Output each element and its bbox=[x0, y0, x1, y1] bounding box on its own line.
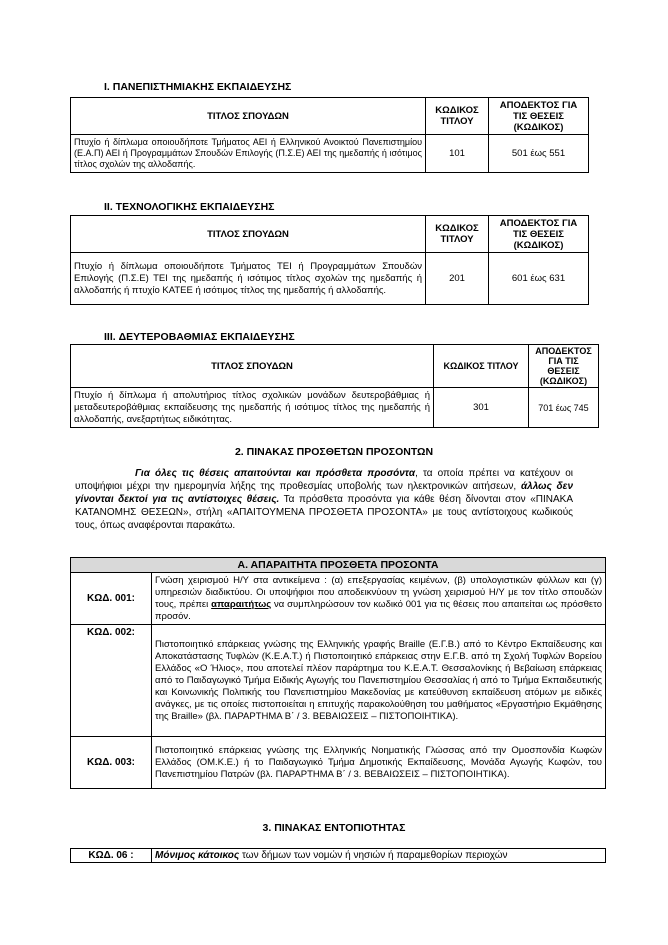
row-title: Πτυχίο ή δίπλωμα οποιουδήποτε Τμήματος ΑΕΙ ή Ελληνικού Ανοικτού Πανεπιστημίου (Ε.Α.Π) ΑΕΙ ή Προγραμμάτων Σπουδών Επιλογής (Π.Σ.Ε) ΑΕΙ της ημεδαπής ή ισότιμος τίτλος σχολών της αλλοδαπής. bbox=[71, 135, 426, 173]
text-001 bbox=[152, 573, 606, 625]
row-accept: 501 έως 551 bbox=[489, 135, 589, 173]
heading-secondary: III. ΔΕΥΤΕΡΟΒΑΘΜΙΑΣ ΕΚΠΑΙΔΕΥΣΗΣ bbox=[104, 331, 295, 343]
col-title: ΤΙΤΛΟΣ ΣΠΟΥΔΩΝ bbox=[71, 216, 426, 253]
extra-text-2: Τα πρόσθετα προσόντα για κάθε θέση δίνονται στον «ΠΙΝΑΚΑ ΚΑΤΑΝΟΜΗΣ ΘΕΣΕΩΝ», στήλη «ΑΠΑΙΤΟΥΜΕΝΑ ΠΡΟΣΘΕΤΑ ΠΡΟΣΟΝΤΑ» με τους αντίστοιχους κωδικούς τους, όπως αναφέρονται παρακάτω. bbox=[75, 494, 574, 531]
text-003: Πιστοποιητικό επάρκειας γνώσης της Ελληνικής Νοηματικής Γλώσσας από την Ομοσπονδία Κωφών Ελλάδος (ΟΜ.Κ.Ε.) ή το Παιδαγωγικό Τμήμα Δημοτικής Εκπαίδευσης, Μονάδα Αγωγής Κωφών, του Πανεπιστημίου Πατρών (βλ. ΠΑΡΑΡΤΗΜΑ Β΄ / 3. ΒΕΒΑΙΩΣΕΙΣ – ΠΙΣΤΟΠΟΙΗΤΙΚΑ). bbox=[152, 737, 606, 789]
required-header: Α. ΑΠΑΡΑΙΤΗΤΑ ΠΡΟΣΘΕΤΑ ΠΡΟΣΟΝΤΑ bbox=[71, 558, 606, 573]
locality-code: ΚΩΔ. 06 : bbox=[71, 849, 152, 863]
col-code: ΚΩΔΙΚΟΣ ΤΙΤΛΟΥ bbox=[426, 98, 489, 135]
heading-university: I. ΠΑΝΕΠΙΣΤΗΜΙΑΚΗΣ ΕΚΠΑΙΔΕΥΣΗΣ bbox=[104, 81, 292, 93]
col-accept: ΑΠΟΔΕΚΤΟΣ ΓΙΑ ΤΙΣ ΘΕΣΕΙΣ (ΚΩΔΙΚΟΣ) bbox=[489, 216, 589, 253]
col-accept: ΑΠΟΔΕΚΤΟΣ ΓΙΑ ΤΙΣ ΘΕΣΕΙΣ (ΚΩΔΙΚΟΣ) bbox=[489, 98, 589, 135]
table-required-qualifications bbox=[70, 557, 606, 789]
row-code: 301 bbox=[434, 388, 529, 428]
row-accept: 701 έως 745 bbox=[529, 388, 599, 428]
extra-paragraph bbox=[75, 467, 573, 532]
col-title: ΤΙΤΛΟΣ ΣΠΟΥΔΩΝ bbox=[71, 345, 434, 388]
row-accept: 601 έως 631 bbox=[489, 253, 589, 305]
table-locality bbox=[70, 848, 606, 863]
locality-bold: Μόνιμος κάτοικος bbox=[155, 850, 240, 861]
extra-bold-1: Για όλες τις θέσεις απαιτούνται και πρόσθετα προσόντα bbox=[135, 468, 416, 479]
row-code: 201 bbox=[426, 253, 489, 305]
code-003: ΚΩΔ. 003: bbox=[71, 737, 152, 789]
row-title: Πτυχίο ή δίπλωμα οποιουδήποτε Τμήματος ΤΕΙ ή Προγραμμάτων Σπουδών Επιλογής (Π.Σ.Ε) ΤΕΙ της ημεδαπής ή ισότιμος τίτλος σχολών της ημεδαπής ή αλλοδαπής ή πτυχίο ΚΑΤΕΕ ή ισότιμος τίτλος της ημεδαπής ή αλλοδαπής. bbox=[71, 253, 426, 305]
table-university bbox=[70, 97, 589, 173]
heading-extra-qualifications: 2. ΠΙΝΑΚΑΣ ΠΡΟΣΘΕΤΩΝ ΠΡΟΣΟΝΤΩΝ bbox=[234, 446, 434, 458]
heading-locality: 3. ΠΙΝΑΚΑΣ ΕΝΤΟΠΙΟΤΗΤΑΣ bbox=[262, 822, 406, 834]
locality-rest: των δήμων των νομών ή νησιών ή παραμεθορίων περιοχών bbox=[239, 850, 508, 861]
text-002: Πιστοποιητικό επάρκειας γνώσης της Ελληνικής γραφής Braille (Ε.Γ.Β.) από το Κέντρο Εκπαίδευσης και Αποκατάστασης Τυφλών (Κ.Ε.Α.Τ.) ή Πιστοποιητικό επάρκειας στην Ε.Γ.Β. από τη Σχολή Τυφλών Βορείου Ελλάδος «Ο Ήλιος», που αποτελεί πλέον παράρτημα του Κ.Ε.Α.Τ. Θεσσαλονίκης ή Βεβαίωση επάρκειας από το Παιδαγωγικό Τμήμα Ειδικής Αγωγής του Πανεπιστημίου Θεσσαλίας ή από το Τμήμα Εκπαιδευτικής και Κοινωνικής Πολιτικής του Πανεπιστημίου Μακεδονίας με κατεύθυνση εκπαίδευση ατόμων με ειδικές ανάγκες, με τις οποίες πιστοποιείται η επιτυχής παρακολούθηση του μαθήματος «Εργαστήριο Εκμάθησης της Braille» (βλ. ΠΑΡΑΡΤΗΜΑ Β΄ / 3. ΒΕΒΑΙΩΣΕΙΣ – ΠΙΣΤΟΠΟΙΗΤΙΚΑ). bbox=[152, 625, 606, 737]
extra-text-1: , τα οποία πρέπει να κατέχουν οι υποψήφιοι μέχρι την ημερομηνία λήξης της προθεσμίας υποβολής των ηλεκτρονικών αιτήσεων, bbox=[75, 468, 573, 492]
row-code: 101 bbox=[426, 135, 489, 173]
text-001-underlined: απαραιτήτως bbox=[211, 598, 272, 610]
code-001: ΚΩΔ. 001: bbox=[71, 573, 152, 625]
extra-bold-2: άλλως δεν γίνονται δεκτοί για τις αντίστοιχες θέσεις. bbox=[75, 481, 574, 505]
col-code: ΚΩΔΙΚΟΣ ΤΙΤΛΟΥ bbox=[434, 345, 529, 388]
text-001-a: Γνώση χειρισμού Η/Υ στα αντικείμενα : (α) επεξεργασίας κειμένων, (β) υπολογιστικών φύλλων και (γ) υπηρεσιών διαδικτύου. Οι υποψήφιοι που αποδεικνύουν τη γνώση χειρισμού Η/Υ με τον τίτλο σπουδών τους, πρέπει bbox=[155, 574, 602, 610]
locality-text bbox=[152, 849, 606, 863]
table-technological bbox=[70, 215, 589, 305]
col-code: ΚΩΔΙΚΟΣ ΤΙΤΛΟΥ bbox=[426, 216, 489, 253]
table-secondary bbox=[70, 344, 599, 428]
heading-technological: II. ΤΕΧΝΟΛΟΓΙΚΗΣ ΕΚΠΑΙΔΕΥΣΗΣ bbox=[104, 201, 275, 213]
row-title: Πτυχίο ή δίπλωμα ή απολυτήριος τίτλος σχολικών μονάδων δευτεροβάθμιας ή μεταδευτεροβάθμιας εκπαίδευσης της ημεδαπής ή ισότιμος τίτλος της ημεδαπής ή αλλοδαπής, ανεξαρτήτως ειδικότητας. bbox=[71, 388, 434, 428]
col-title: ΤΙΤΛΟΣ ΣΠΟΥΔΩΝ bbox=[71, 98, 426, 135]
col-accept: ΑΠΟΔΕΚΤΟΣ ΓΙΑ ΤΙΣ ΘΕΣΕΙΣ (ΚΩΔΙΚΟΣ) bbox=[529, 345, 599, 388]
text-001-b: να συμπληρώσουν τον κωδικό 001 για τις θέσεις που απαιτείται ως πρόσθετο προσόν. bbox=[155, 598, 602, 622]
code-002: ΚΩΔ. 002: bbox=[71, 625, 152, 737]
